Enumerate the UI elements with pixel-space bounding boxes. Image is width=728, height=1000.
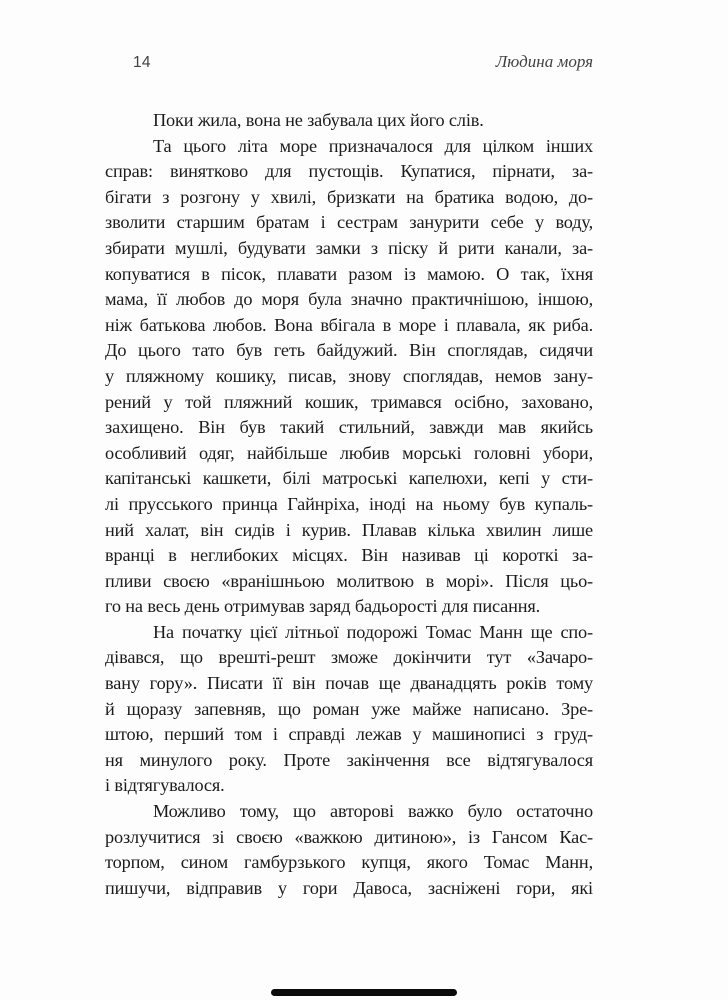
text-line: ніж батькова любов. Вона вбігала в море і плавала, як риба. — [105, 314, 593, 335]
text-line: лі прусського принца Гайнріха, іноді на ньому був купаль- — [105, 493, 593, 514]
text-line: Можливо тому, що авторові важко було остаточно — [153, 801, 593, 822]
text-line: збирати мушлі, будувати замки з піску й рити канали, за- — [105, 237, 593, 258]
text-line: штою, перший том і справді лежав у машинописі з груд- — [105, 724, 593, 745]
text-line: капітанські кашкети, білі матроські капелюхи, кепі у сти- — [105, 468, 593, 489]
paragraph — [105, 620, 593, 799]
text-line: й щоразу запевняв, що роман уже майже написано. Зре- — [105, 698, 593, 719]
text-column — [105, 108, 593, 901]
text-line: го на весь день отримував заряд бадьорості для писання. — [105, 596, 541, 617]
text-line: мама, її любов до моря була значно практичнішою, іншою, — [105, 289, 593, 310]
paragraph — [105, 108, 593, 134]
text-line: торпом, сином гамбурзького купця, якого Томас Манн, — [105, 852, 593, 873]
text-line: копуватися в пісок, плавати разом із мамою. О так, їхня — [105, 263, 593, 284]
text-line: зволити старшим братам і сестрам занурити себе у воду, — [105, 212, 593, 233]
page-header — [105, 52, 593, 72]
text-line: вранці в неглибоких місцях. Він називав ці короткі за- — [105, 545, 593, 566]
text-line: бігати з розгону у хвилі, бризкати на братика водою, до- — [105, 186, 593, 207]
text-line: ний халат, він сидів і курив. Плавав кілька хвилин лише — [105, 519, 593, 540]
text-line: ня минулого року. Проте закінчення все відтягувалося — [105, 749, 593, 770]
text-line: у пляжному кошику, писав, знову споглядав, немов зану- — [105, 365, 593, 386]
text-line: вану гору». Писати її він почав ще дванадцять років тому — [105, 673, 593, 694]
text-line: Та цього літа море призначалося для цілком інших — [153, 135, 593, 156]
page-number: 14 — [133, 54, 151, 71]
text-line: розлучитися зі своєю «важкою дитиною», із Гансом Кас- — [105, 826, 593, 847]
text-line: пишучи, відправив у гори Давоса, засніжені гори, які — [105, 877, 593, 898]
text-line: захищено. Він був такий стильний, завжди мав якийсь — [105, 417, 593, 438]
text-line: рений у той пляжний кошик, тримався осібно, заховано, — [105, 391, 593, 412]
running-title: Людина моря — [495, 52, 593, 71]
text-line: і відтягувалося. — [105, 775, 225, 796]
text-line: справ: винятково для пустощів. Купатися, пірнати, за- — [105, 161, 593, 182]
paragraph — [105, 799, 593, 901]
text-line: пливи своєю «вранішньою молитвою в морі». Після цьо- — [105, 570, 593, 591]
text-line: дівався, що врешті-решт зможе докінчити тут «Зачаро- — [105, 647, 593, 668]
home-indicator[interactable] — [271, 989, 457, 996]
text-line: Поки жила, вона не забувала цих його слів. — [153, 110, 484, 130]
text-line: На початку цієї літньої подорожі Томас Манн ще спо- — [153, 621, 593, 642]
paragraph — [105, 134, 593, 620]
text-line: До цього тато був геть байдужий. Він споглядав, сидячи — [105, 340, 593, 361]
text-line: особливий одяг, найбільше любив морські головні убори, — [105, 442, 593, 463]
